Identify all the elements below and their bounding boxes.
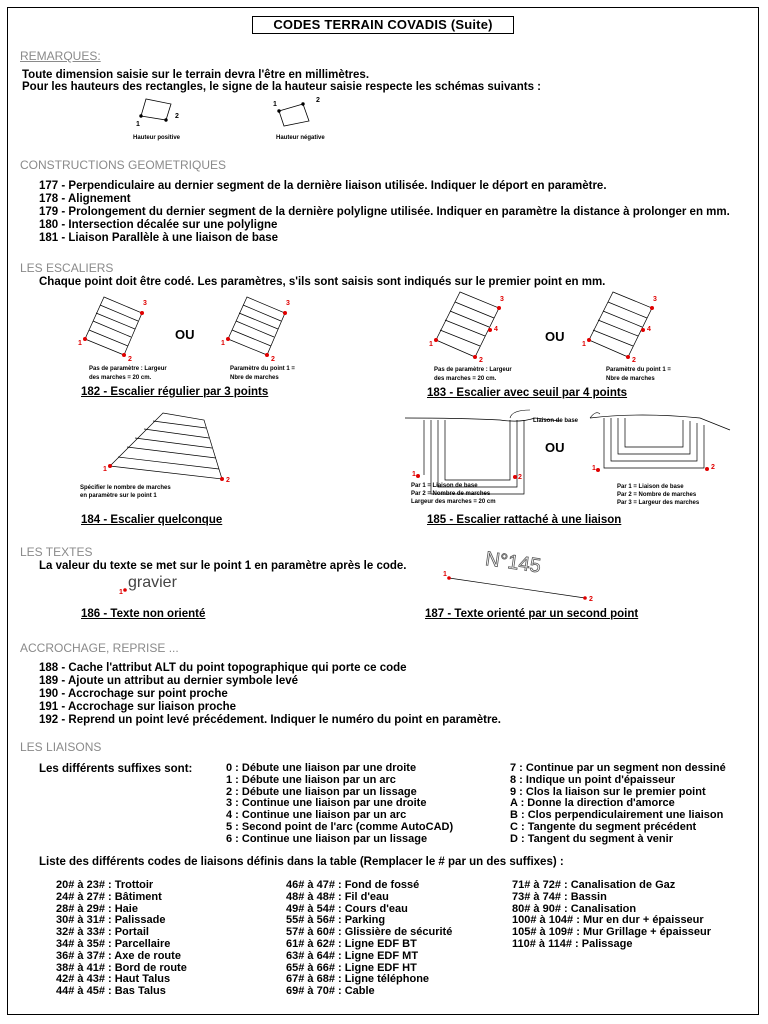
escaliers-intro: Chaque point doit être codé. Les paramètres, s'ils sont saisis sont indiqués sur le premier point en mm. [39,276,606,288]
stair-183-note-a-2: des marches = 20 cm. [434,376,497,382]
text-186-point-1: 1 [119,589,123,596]
code-item: 100# à 104# : Mur en dur + épaisseur [512,914,704,927]
pos-point-2-label: 2 [175,113,179,120]
codes-intro: Liste des différents codes de liaisons définis dans la table (Remplacer le # par un des suffixes) : [39,856,564,868]
accrochage-item-188: 188 - Cache l'attribut ALT du point topographique qui porte ce code [39,662,407,674]
code-item: 28# à 29# : Haie [56,902,138,915]
code-item: 48# à 48# : Fil d'eau [286,890,389,903]
accrochage-item-190: 190 - Accrochage sur point proche [39,688,228,700]
code-item: 32# à 33# : Portail [56,926,149,939]
ou-label-185: OU [545,440,565,455]
point-187-1 [447,576,451,580]
suffix-item: 5 : Second point de l'arc (comme AutoCAD) [226,820,454,833]
code-item: 67# à 68# : Ligne téléphone [286,973,430,986]
stair-183-b-point-4: 4 [647,326,651,333]
suffix-item: 8 : Indique un point d'épaisseur [510,773,676,786]
page-title: CODES TERRAIN COVADIS (Suite) [252,16,514,34]
code-item: 38# à 41# : Bord de route [56,961,187,974]
code-item: 20# à 23# : Trottoir [56,879,154,891]
accrochage-item-192: 192 - Reprend un point levé précédement. Indiquer le numéro du point en paramètre. [39,714,502,726]
code-item: 55# à 56# : Parking [286,914,386,927]
caption-185: 185 - Escalier rattaché à une liaison [427,514,622,526]
section-liaisons-heading: LES LIAISONS [20,740,102,754]
code-item: 44# à 45# : Bas Talus [56,985,166,998]
hauteur-negative-caption: Hauteur négative [276,135,325,141]
code-item: 36# à 37# : Axe de route [56,949,181,962]
suffix-item: 2 : Débute une liaison par un lissage [226,785,417,798]
stair-185-b-point-2: 2 [711,464,715,471]
code-item: 69# à 70# : Cable [286,985,375,998]
suffix-item: B : Clos perpendiculairement une liaison [510,809,724,822]
sample-text-gravier: gravier [128,574,177,591]
code-item: 49# à 54# : Cours d'eau [286,902,408,915]
stair-182-b-point-2: 2 [271,356,275,363]
hauteur-positive-caption: Hauteur positive [133,135,181,141]
construction-item-179: 179 - Prolongement du dernier segment de la dernière polyligne utilisée. Indiquer en paramètre la distance à prolonger en mm. [39,206,730,218]
accrochage-item-191: 191 - Accrochage sur liaison proche [39,701,237,713]
stair-183-a-diagram [434,292,501,359]
stair-183-b-point-2: 2 [632,357,636,364]
caption-182: 182 - Escalier régulier par 3 points [81,386,269,398]
accrochage-item-189: 189 - Ajoute un attribut au dernier symbole levé [39,675,299,687]
caption-186: 186 - Texte non orienté [81,608,206,620]
stair-183-note-b-2: Nbre de marches [606,376,655,382]
stair-183-b-point-1: 1 [582,341,586,348]
suffix-item: 3 : Continue une liaison par une droite [226,797,427,810]
section-accrochage-heading: ACCROCHAGE, REPRISE ... [20,641,179,655]
suffix-item: D : Tangent du segment à venir [510,832,673,845]
stair-184-point-2: 2 [226,477,230,484]
code-item: 80# à 90# : Canalisation [512,902,637,915]
suffixes-label: Les différents suffixes sont: [39,763,193,775]
code-item: 61# à 62# : Ligne EDF BT [286,937,417,950]
rectangle-negative-diagram [278,103,309,126]
stair-182-a-diagram [83,297,144,357]
code-item: 24# à 27# : Bâtiment [56,890,162,903]
suffix-item: A : Donne la direction d'amorce [510,797,675,810]
suffix-item: 9 : Clos la liaison sur le premier point [510,785,706,798]
stair-185-b-note-1: Par 1 = Liaison de base [617,484,684,490]
caption-184: 184 - Escalier quelconque [81,514,223,526]
stair-183-note-a-1: Pas de paramètre : Largeur [434,367,512,373]
stair-182-b-point-1: 1 [221,340,225,347]
suffix-item: 0 : Débute une liaison par une droite [226,762,417,774]
remarques-line-1: Toute dimension saisie sur le terrain devra l'être en millimètres. [22,69,370,81]
suffixes-column-b [510,763,726,846]
stair-184-note-2: en paramètre sur le point 1 [80,493,157,499]
stair-182-b-point-3: 3 [286,300,290,307]
code-item: 57# à 60# : Glissière de sécurité [286,926,453,939]
stair-182-note-b-1: Paramètre du point 1 = [230,366,295,372]
stair-183-b-point-3: 3 [653,296,657,303]
suffix-item: 1 : Débute une liaison par un arc [226,773,396,786]
neg-point-1-label: 1 [273,101,277,108]
textes-intro: La valeur du texte se met sur le point 1 en paramètre après le code. [39,560,407,572]
point-186-1 [123,588,127,592]
section-remarques-heading: REMARQUES: [20,49,101,63]
suffix-item: C : Tangente du segment précédent [510,820,697,833]
code-item: 63# à 64# : Ligne EDF MT [286,949,419,962]
code-item: 110# à 114# : Palissage [512,937,633,950]
stair-184-note-1: Spécifier le nombre de marches [80,485,171,491]
stair-182-note-a-2: des marches = 20 cm. [89,375,152,381]
stair-185-a-note-3: Largeur des marches = 20 cm [411,499,496,505]
code-item: 30# à 31# : Palissade [56,914,166,927]
suffixes-column-a [226,763,453,846]
stair-185-b-point-1: 1 [592,465,596,472]
point-187-2 [583,596,587,600]
code-item: 42# à 43# : Haut Talus [56,973,171,986]
pos-point-1-label: 1 [136,121,140,128]
caption-183: 183 - Escalier avec seuil par 4 points [427,387,628,399]
neg-point-2-label: 2 [316,97,320,104]
stair-183-a-point-4: 4 [494,326,498,333]
section-textes-heading: LES TEXTES [20,545,93,559]
stair-182-a-point-2: 2 [128,356,132,363]
text-187-point-1: 1 [443,571,447,578]
stair-184-diagram [108,413,224,481]
stair-183-a-point-3: 3 [500,296,504,303]
stair-182-note-a-1: Pas de paramètre : Largeur [89,366,167,372]
code-item: 46# à 47# : Fond de fossé [286,879,420,891]
ou-label-182: OU [175,327,195,342]
section-constructions-heading: CONSTRUCTIONS GEOMETRIQUES [20,158,227,172]
text-187-point-2: 2 [589,596,593,603]
construction-item-177: 177 - Perpendiculaire au dernier segment de la dernière liaison utilisée. Indiquer le déport en paramètre. [39,180,607,192]
stair-183-a-point-2: 2 [479,357,483,364]
section-escaliers-heading: LES ESCALIERS [20,261,114,275]
liaison-de-base-label: Liaison de base [533,418,579,424]
construction-item-181: 181 - Liaison Parallèle à une liaison de base [39,232,279,244]
codes-column-b [286,880,452,998]
sample-text-n145: N°145 [483,548,543,578]
code-item: 65# à 66# : Ligne EDF HT [286,961,417,974]
stair-185-a-note-1: Par 1 = Liaison de base [411,483,478,489]
stair-182-note-b-2: Nbre de marches [230,375,279,381]
stair-182-a-point-3: 3 [143,300,147,307]
code-item: 73# à 74# : Bassin [512,890,607,903]
orientation-line-187 [449,578,585,598]
caption-187: 187 - Texte orienté par un second point [425,608,639,620]
stair-184-point-1: 1 [103,466,107,473]
code-item: 34# à 35# : Parcellaire [56,937,171,950]
stair-182-a-point-1: 1 [78,340,82,347]
suffix-item: 4 : Continue une liaison par un arc [226,809,407,822]
stair-182-b-diagram [226,297,287,357]
stair-185-a-point-1: 1 [412,471,416,478]
suffix-item: 7 : Continue par un segment non dessiné [510,762,726,774]
stair-185-b-diagram [590,413,730,472]
suffix-item: 6 : Continue une liaison par un lissage [226,832,428,845]
stair-185-a-point-2: 2 [518,474,522,481]
rectangle-positive-diagram [140,99,171,121]
stair-185-b-note-3: Par 3 = Largeur des marches [617,500,700,506]
code-item: 105# à 109# : Mur Grillage + épaisseur [512,926,712,939]
ou-label-183: OU [545,329,565,344]
stair-183-a-point-1: 1 [429,341,433,348]
stair-185-a-note-2: Par 2 = Nombre de marches [411,491,491,497]
construction-item-178: 178 - Alignement [39,193,131,205]
stair-183-note-b-1: Paramètre du point 1 = [606,367,671,373]
construction-item-180: 180 - Intersection décalée sur une polyligne [39,219,278,231]
codes-column-c [512,880,711,951]
remarques-line-2: Pour les hauteurs des rectangles, le signe de la hauteur saisie respecte les schémas suivants : [22,81,542,93]
stair-185-b-note-2: Par 2 = Nombre de marches [617,492,697,498]
stair-183-b-diagram [587,292,654,359]
code-item: 71# à 72# : Canalisation de Gaz [512,879,676,891]
codes-column-a [56,880,187,998]
